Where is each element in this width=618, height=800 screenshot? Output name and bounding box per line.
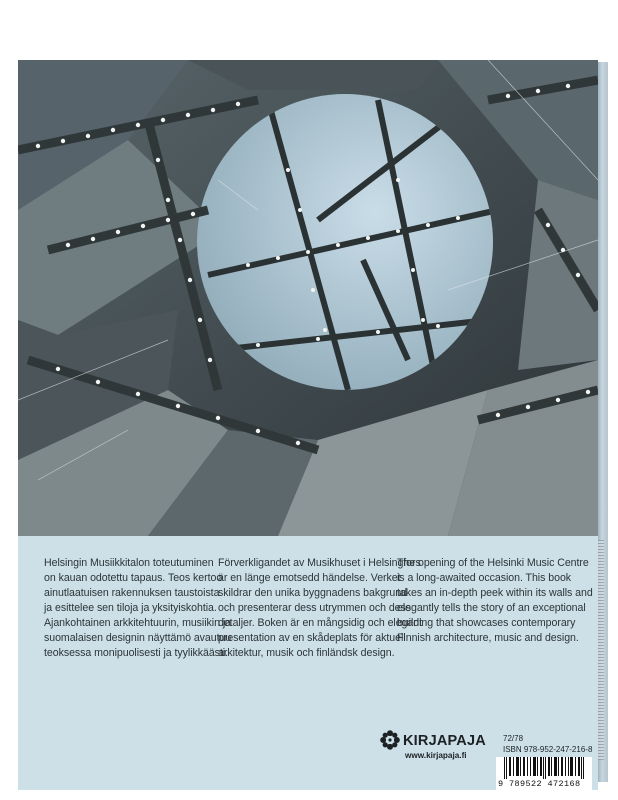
english-line: Finnish architecture, music and design.	[397, 632, 579, 644]
swedish-blurb	[218, 556, 422, 661]
swedish-line: och presenterar dess utrymmen och dess	[218, 602, 411, 614]
english-blurb	[397, 556, 593, 646]
swedish-line: arkitektur, musik och finländsk design.	[218, 647, 395, 659]
finnish-line: Ajankohtainen arkkitehtuurin, musiikin ja	[44, 617, 231, 629]
back-cover-text-panel	[18, 536, 598, 790]
english-line: elegantly tells the story of an exceptional	[397, 602, 586, 614]
isbn: ISBN 978-952-247-216-8	[503, 745, 593, 754]
ceiling-photo-graphic	[18, 60, 598, 536]
english-line: The opening of the Helsinki Music Centre	[397, 557, 589, 569]
barcode	[496, 757, 592, 790]
publisher-name: KIRJAPAJA	[403, 733, 486, 749]
finnish-line: ainutlaatuisen rakennuksen taustoista	[44, 587, 220, 599]
swedish-line: presentation av en skådeplats för aktuell	[218, 632, 406, 644]
cover-photo	[18, 60, 598, 536]
swedish-line: är en länge emotsedd händelse. Verket	[218, 572, 401, 584]
catalog-info	[503, 733, 592, 755]
publisher-logo	[380, 730, 490, 770]
finnish-line: Helsingin Musiikkitalon toteutuminen	[44, 557, 214, 569]
finnish-line: teoksessa monipuolisesti ja tyylikkäästi.	[44, 647, 229, 659]
book-page-edge	[598, 540, 604, 760]
publisher-url: www.kirjapaja.fi	[405, 751, 467, 760]
finnish-blurb	[44, 556, 232, 661]
english-line: takes an in-depth peek within its walls and	[397, 587, 593, 599]
barcode-bars	[496, 757, 592, 779]
swedish-line: skildrar den unika byggnadens bakgrund	[218, 587, 407, 599]
book-back-cover	[18, 60, 598, 790]
english-line: is a long-awaited occasion. This book	[397, 572, 572, 584]
barcode-number: 9 789522 472168	[498, 779, 581, 789]
swedish-line: Förverkligandet av Musikhuset i Helsingfors	[218, 557, 421, 569]
kirjapaja-flower-icon	[380, 730, 400, 750]
finnish-line: on kauan odotettu tapaus. Teos kertoo	[44, 572, 223, 584]
class-code: 72/78	[503, 734, 524, 743]
swedish-line: detaljer. Boken är en mångsidig och elegant	[218, 617, 422, 629]
finnish-line: suomalaisen designin näyttämö avautuu	[44, 632, 232, 644]
english-line: building that showcases contemporary	[397, 617, 576, 629]
finnish-line: ja esittelee sen tiloja ja yksityiskohtia.	[44, 602, 217, 614]
